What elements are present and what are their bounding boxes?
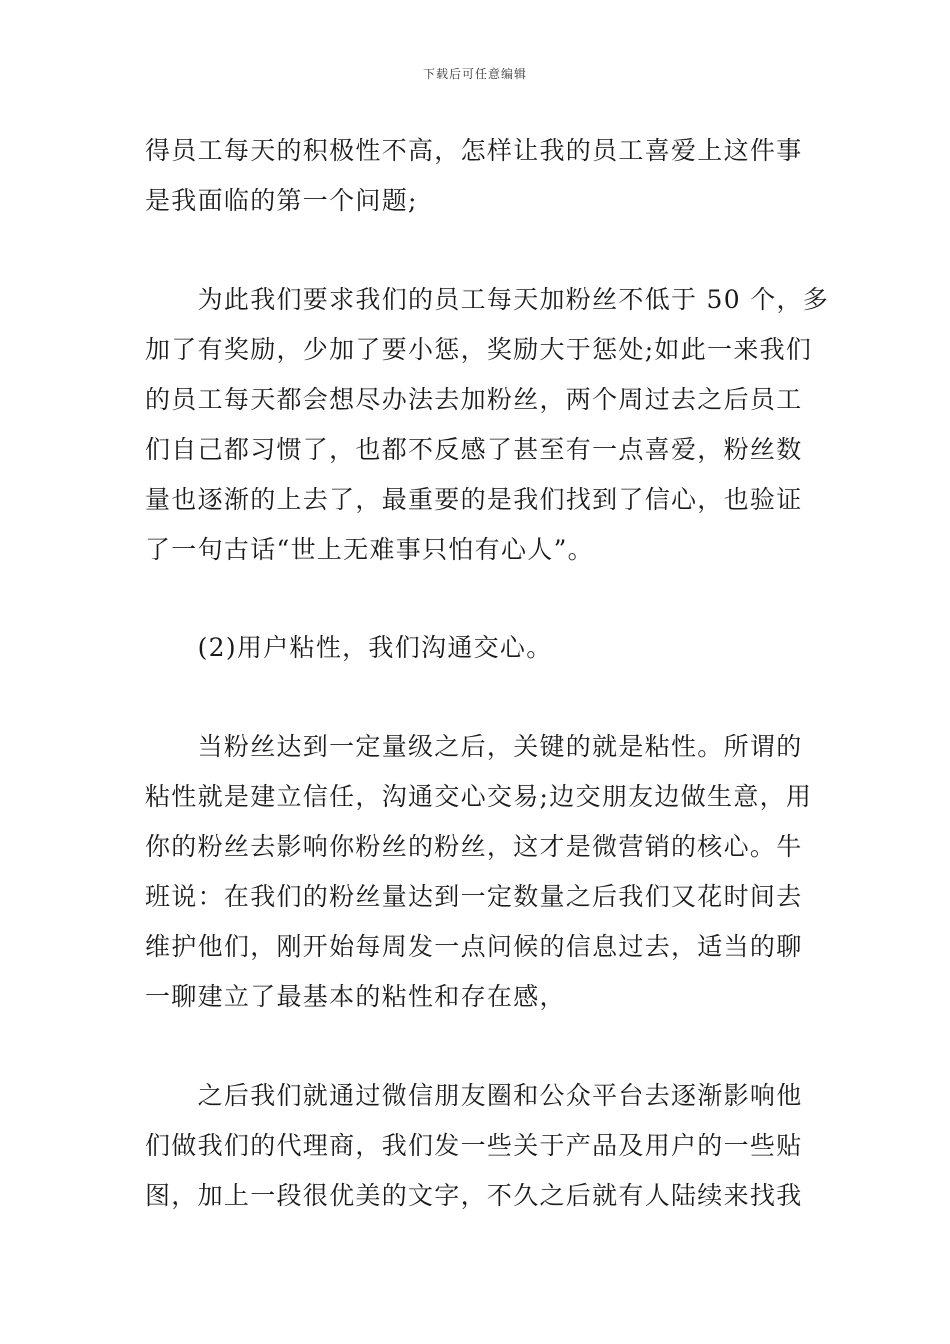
page-header: 下载后可任意编辑 bbox=[422, 67, 527, 81]
paragraph-4-line-4: 班说：在我们的粉丝量达到一定数量之后我们又花时间去 bbox=[145, 882, 803, 911]
paragraph-2-line-2: 加了有奖励，少加了要小惩，奖励大于惩处;如此一来我们 bbox=[145, 335, 813, 364]
paragraph-5-line-2: 们做我们的代理商，我们发一些关于产品及用户的一些贴 bbox=[145, 1131, 803, 1160]
paragraph-2-line-3: 的员工每天都会想尽办法去加粉丝，两个周过去之后员工 bbox=[145, 385, 803, 414]
paragraph-1-line-1: 得员工每天的积极性不高，怎样让我的员工喜爱上这件事 bbox=[145, 136, 803, 165]
paragraph-4-line-1: 当粉丝达到一定量级之后，关键的就是粘性。所谓的 bbox=[145, 732, 803, 761]
paragraph-4-line-3: 你的粉丝去影响你粉丝的粉丝，这才是微营销的核心。牛 bbox=[145, 832, 803, 861]
paragraph-2-line-1: 为此我们要求我们的员工每天加粉丝不低于 50 个，多 bbox=[145, 285, 830, 314]
paragraph-2-line-6: 了一句古话“世上无难事只怕有心人”。 bbox=[145, 535, 594, 564]
paragraph-5-line-3: 图，加上一段很优美的文字，不久之后就有人陆续来找我 bbox=[145, 1181, 803, 1210]
paragraph-2-line-5: 量也逐渐的上去了，最重要的是我们找到了信心，也验证 bbox=[145, 485, 803, 514]
paragraph-4-line-2: 粘性就是建立信任，沟通交心交易;边交朋友边做生意，用 bbox=[145, 782, 813, 811]
paragraph-1-line-2: 是我面临的第一个问题; bbox=[145, 186, 418, 215]
paragraph-4-line-6: 一聊建立了最基本的粘性和存在感， bbox=[145, 982, 566, 1011]
paragraph-2-line-4: 们自己都习惯了，也都不反感了甚至有一点喜爱，粉丝数 bbox=[145, 435, 803, 464]
paragraph-5-line-1: 之后我们就通过微信朋友圈和公众平台去逐渐影响他 bbox=[145, 1081, 803, 1110]
paragraph-3-line-1: (2)用户粘性，我们沟通交心。 bbox=[145, 633, 553, 662]
paragraph-4-line-5: 维护他们，刚开始每周发一点问候的信息过去，适当的聊 bbox=[145, 932, 803, 961]
